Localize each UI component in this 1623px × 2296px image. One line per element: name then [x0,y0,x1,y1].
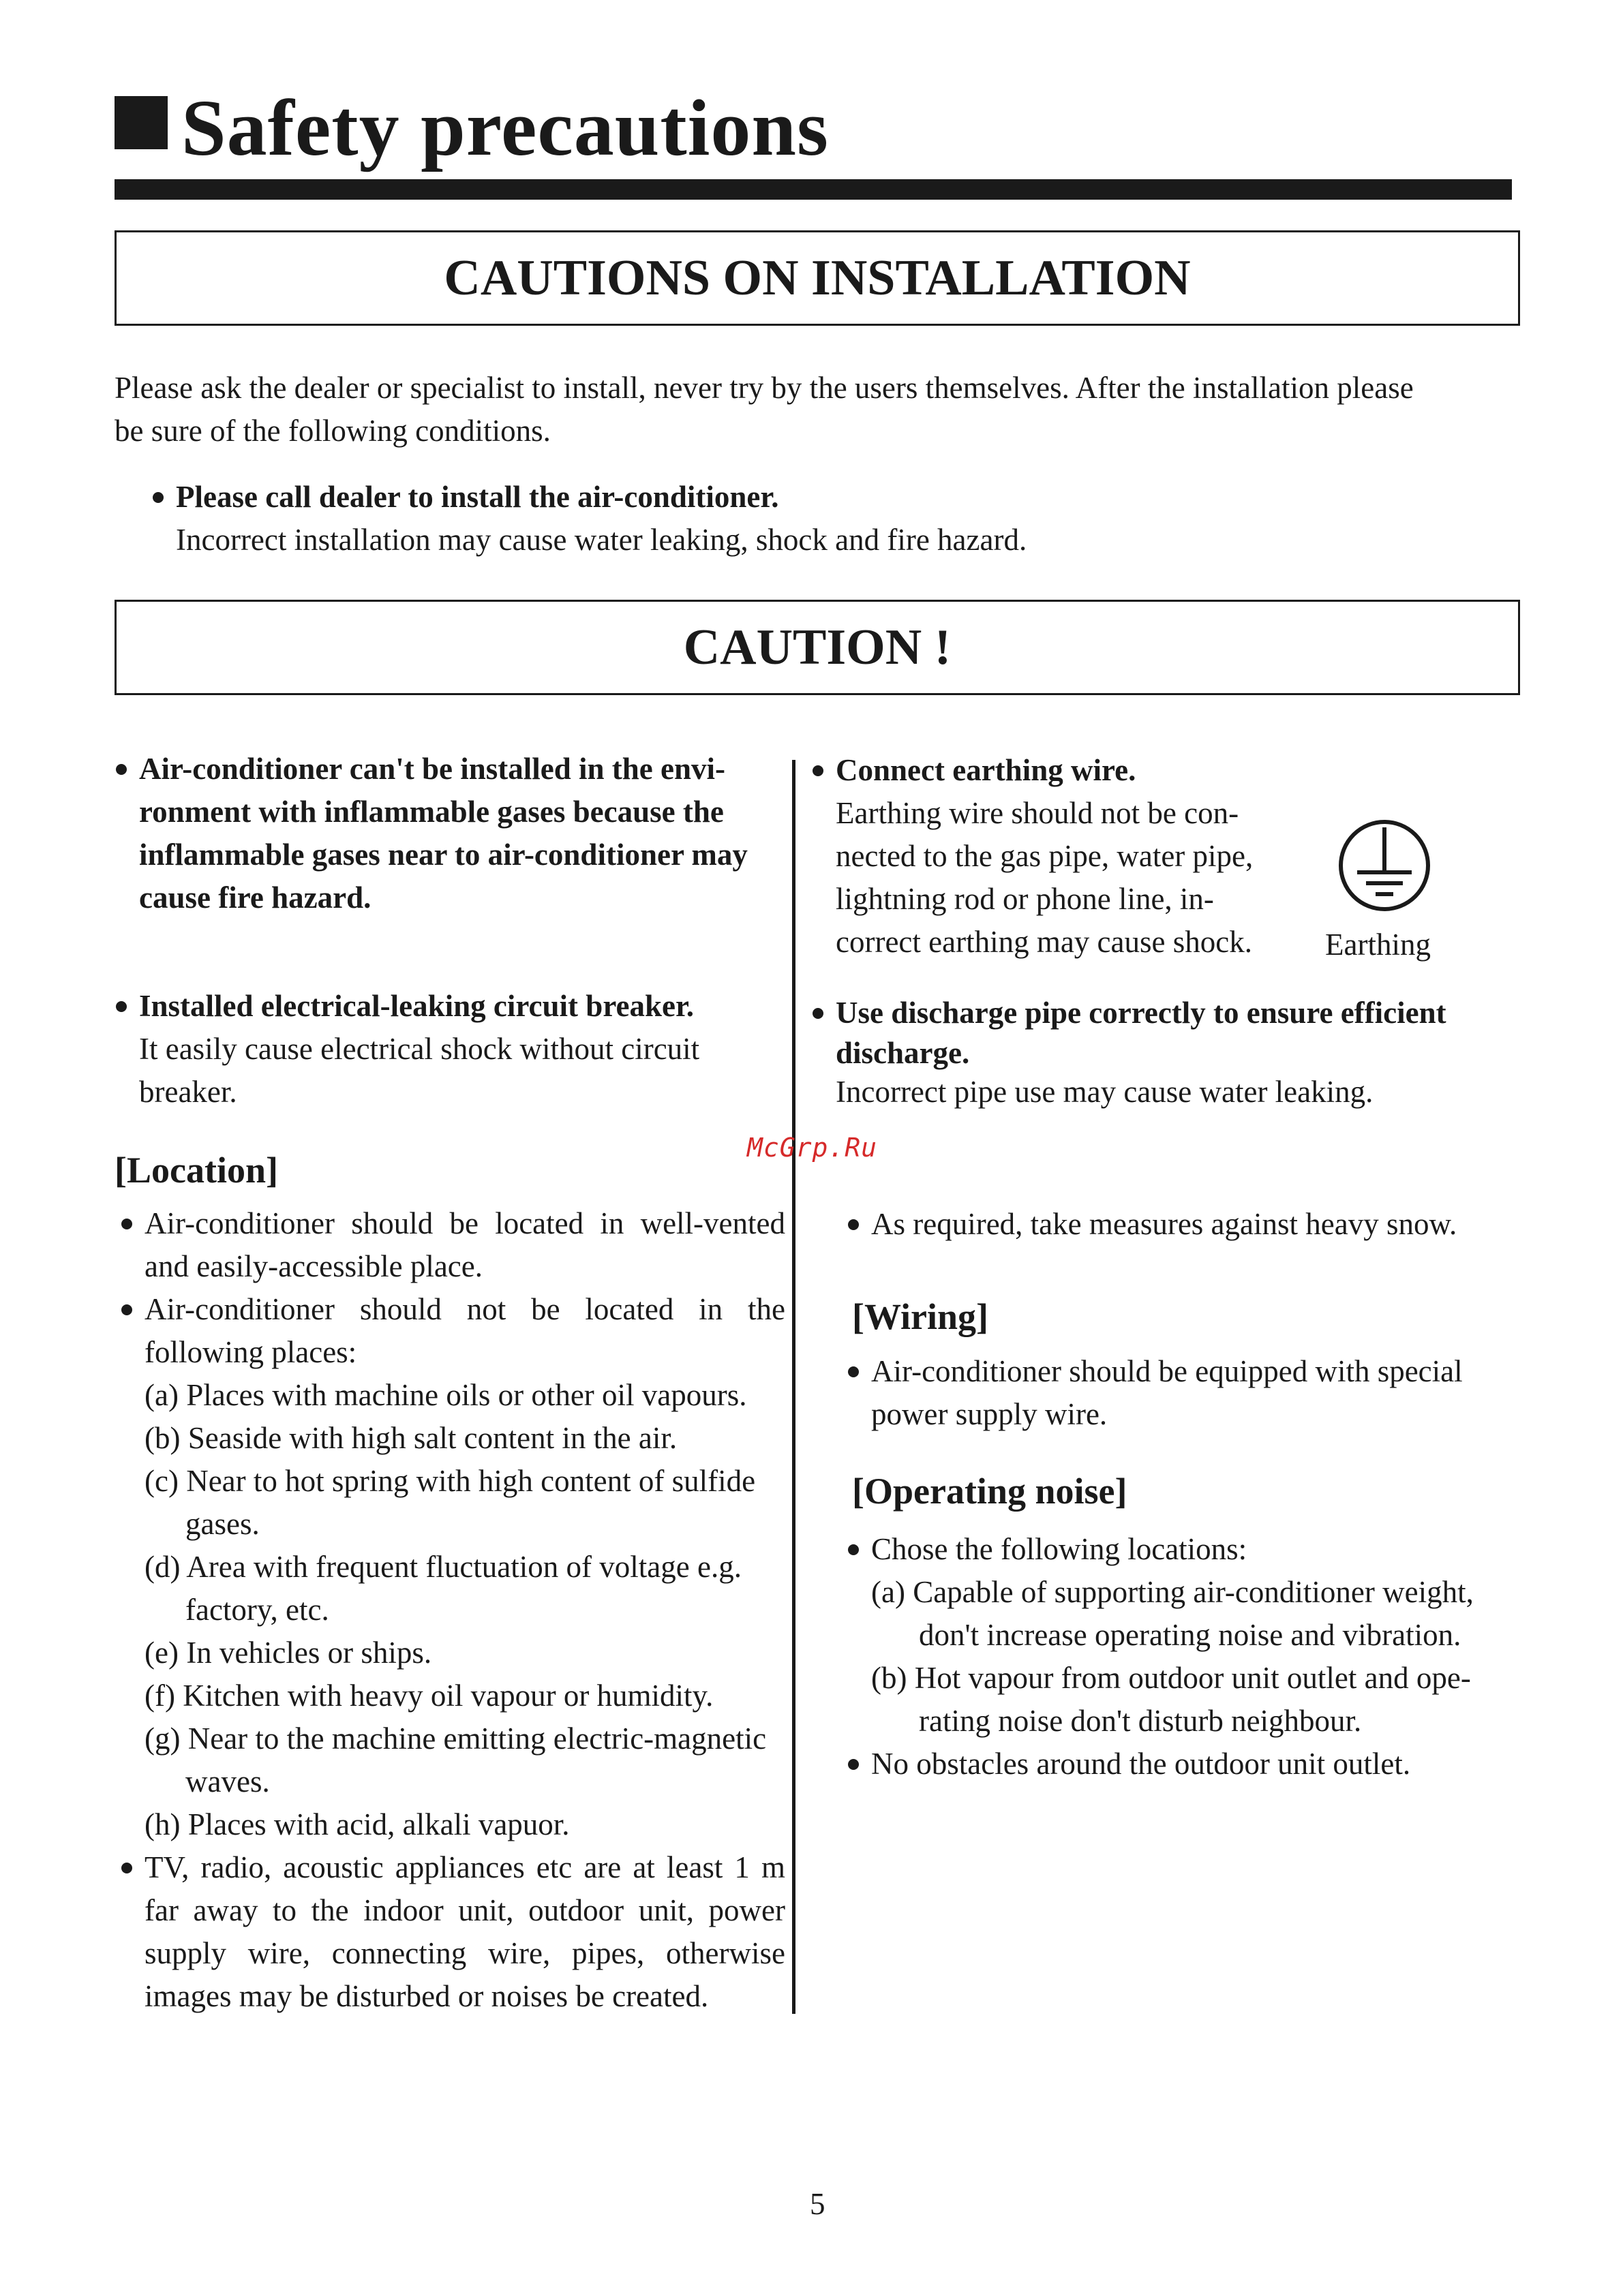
list-item: Air-conditioner should not be located in the [117,1288,785,1331]
wiring-heading: [Wiring] [852,1296,988,1337]
column-divider [792,760,795,2014]
earthing-symbol-icon [1333,816,1436,919]
snow-item: As required, take measures against heavy snow. [844,1203,1526,1246]
caution-right-item-2: Use discharge pipe correctly to ensure efficient discharge. Incorrect pipe use may cause water leaking. [808,992,1517,1114]
operating-noise-heading: [Operating noise] [852,1471,1127,1512]
caution-heading: CAUTION ! [683,619,952,675]
title-rule [115,179,1512,200]
installation-bullet [149,476,1444,562]
location-heading: [Location] [115,1150,278,1191]
caution-left-item-1: Air-conditioner can't be installed in the envi- ronment with inflammable gases because the inflammable gases near to air-conditioner may cause fire hazard. [112,748,766,919]
list-item: No obstacles around the outdoor unit outlet. [844,1743,1532,1786]
watermark: McGrp.Ru [747,1133,878,1163]
caution-heading-box [115,600,1520,695]
location-list: Air-conditioner should be located in well-vented and easily-accessible place. Air-conditioner should not be located in the following places: (a) Places with machine oils or other oil vapours. (b) Seaside with high salt content in the air. (c) Near to hot spring with high content of sulfide gases. (d) Area with frequent fluctuation of voltage e.g. factory, etc. (e) In vehicles or ships. (f) Kitchen with heavy oil vapour or humidity. (g) Near to the machine emitting electric-magnetic waves. (h) Places with acid, alkali vapuor. TV, radio, acoustic appliances etc are at least 1 m far away to the indoor unit, outdoor unit, power supply wire, connecting wire, pipes, otherwise images may be disturbed or noises be created. [117,1202,785,2018]
list-item: Air-conditioner should be located in well-vented [117,1202,785,1245]
square-bullet-icon [115,96,168,149]
installation-heading: CAUTIONS ON INSTALLATION [444,249,1191,306]
operating-noise-list: Chose the following locations: (a) Capable of supporting air-conditioner weight, don't increase operating noise and vibration. (b) Hot vapour from outdoor unit outlet and ope- rating noise don't disturb neighbour. No obstacles around the outdoor unit outlet. [844,1528,1532,1786]
caution-left-item-2: Installed electrical-leaking circuit breaker. It easily cause electrical shock without circuit breaker. [112,985,766,1114]
list-item: TV, radio, acoustic appliances etc are at least 1 m [117,1846,785,1889]
earthing-label: Earthing [1325,928,1431,962]
installation-heading-box [115,230,1520,326]
page-number: 5 [810,2187,825,2221]
page-title: Safety precautions [115,80,829,176]
caution-right-item-1: Connect earthing wire. Earthing wire should not be con- nected to the gas pipe, water pipe, lightning rod or phone line, in- correct earthing may cause shock. [808,749,1313,964]
installation-bullet-title: Please call dealer to install the air-conditioner. [149,476,1444,519]
installation-bullet-text: Incorrect installation may cause water leaking, shock and fire hazard. [176,523,1027,557]
installation-intro: Please ask the dealer or specialist to install, never try by the users themselves. After the installation please be sure of the following conditions. [115,371,1414,448]
wiring-item: Air-conditioner should be equipped with special power supply wire. [844,1350,1526,1436]
list-item: Chose the following locations: [844,1528,1532,1571]
